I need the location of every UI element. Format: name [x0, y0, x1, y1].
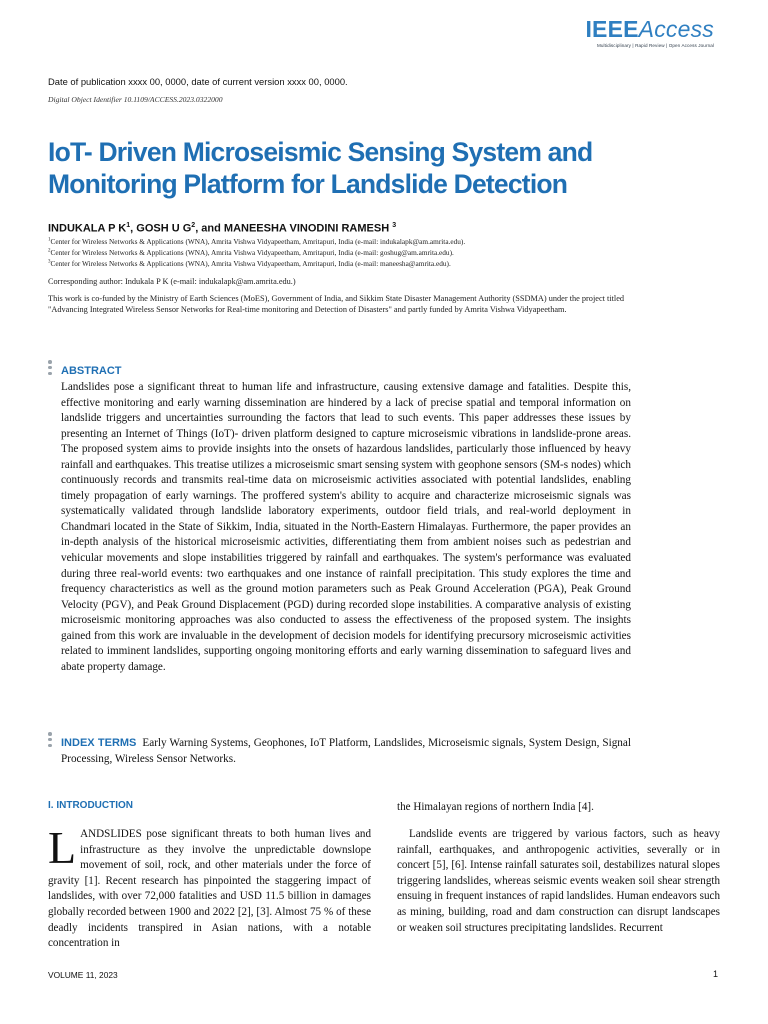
affiliation-sup: 1 — [48, 237, 51, 243]
footer-page-number: 1 — [712, 969, 718, 979]
affiliation-text: Center for Wireless Networks & Applications (WNA), Amrita Vishwa Vidyapeetham, Amritapuri, India (e-mail: indukalapk@am.amrita.edu). — [50, 237, 466, 246]
affiliation — [48, 259, 451, 268]
index-terms-heading: INDEX TERMS — [61, 737, 137, 749]
author-name: INDUKALA P K — [48, 222, 127, 235]
title-line-2: Monitoring Platform for Landslide Detection — [48, 169, 568, 199]
affiliation — [48, 248, 454, 257]
author-separator: , and — [195, 222, 224, 235]
corresponding-author: Corresponding author: Indukala P K (e-mail: indukalapk@am.amrita.edu.) — [48, 277, 296, 286]
author-sup: 2 — [191, 222, 196, 229]
index-terms — [61, 736, 631, 767]
affiliation-text: Center for Wireless Networks & Applications (WNA), Amrita Vishwa Vidyapeetham, Amritapuri, India (e-mail: goshug@am.amrita.edu). — [50, 248, 454, 257]
logo-access-text: Access — [638, 16, 714, 42]
author-name: GOSH U G — [136, 222, 192, 235]
author-sup: 1 — [126, 222, 131, 229]
logo-ieee-text: IEEE — [585, 16, 639, 42]
author-separator: , — [130, 222, 137, 235]
affiliation-text: Center for Wireless Networks & Applications (WNA), Amrita Vishwa Vidyapeetham, Amritapuri, India (e-mail: maneesha@amrita.edu). — [50, 259, 451, 268]
intro-right-paragraph-2: Landslide events are triggered by various factors, such as heavy rainfall, earthquakes, and anthropogenic activities, severally or in concert [5], [6]. Intense rainfall saturates soil, destabilizes natural slopes triggering landslides, whereas seismic events weaken soil shear strength ensuing in frequent instances of rapid landslides. Human endeavors such as mining, building, road and dam construction can disrupt landscapes or weaken soil structures precipitating landslides. Recurrent — [397, 828, 720, 934]
author-sup: 3 — [392, 222, 397, 229]
section-heading-introduction: I. INTRODUCTION — [48, 800, 133, 811]
abstract-marker-icon — [48, 360, 53, 377]
author-name: MANEESHA VINODINI RAMESH — [223, 222, 390, 235]
affiliation-sup: 3 — [48, 259, 51, 265]
intro-left-text: ANDSLIDES pose significant threats to both human lives and infrastructure as they involve the unpredictable downslope movement of soil, rock, and other materials under the force of gravity [1]. Recent research has pinpointed the staggering impact of landslides, with over 72,000 fatalities and USD 11.5 billion in damages globally recorded between 1900 and 2022 [2], [3]. Almost 75 % of these deadly incidents transpired in Asian nations, with a notable concentration in — [48, 828, 371, 950]
logo-tagline: Multidisciplinary | Rapid Review | Open Access Journal — [596, 43, 714, 48]
affiliation — [48, 237, 465, 246]
index-terms-marker-icon — [48, 732, 53, 749]
footer-volume: VOLUME 11, 2023 — [48, 970, 118, 980]
author-list — [48, 222, 396, 235]
intro-left-paragraph — [48, 822, 371, 952]
title-line-1: IoT- Driven Microseismic Sensing System and — [48, 137, 593, 167]
ieee-access-logo — [585, 16, 714, 48]
index-terms-body: Early Warning Systems, Geophones, IoT Platform, Landslides, Microseismic signals, System Design, Signal Processing, Wireless Sensor Networks. — [61, 737, 631, 765]
doi: Digital Object Identifier 10.1109/ACCESS.2023.0322000 — [48, 95, 223, 104]
publication-date: Date of publication xxxx 00, 0000, date of current version xxxx 00, 0000. — [48, 76, 348, 87]
intro-right-paragraph-1: the Himalayan regions of northern India [4]. — [397, 801, 594, 813]
affiliation-sup: 2 — [48, 248, 51, 254]
funding-note: This work is co-funded by the Ministry of Earth Sciences (MoES), Government of India, and Sikkim State Disaster Management Authority (SSDMA) under the project titled "Advancing Integrated Wireless Sensor Networks for Real-time monitoring and Detection of Disasters" and partly funded by Amrita Vishwa Vidyapeetham. — [48, 294, 625, 314]
abstract-heading: ABSTRACT — [61, 365, 122, 377]
paper-title — [48, 136, 728, 200]
abstract-body: Landslides pose a significant threat to human life and infrastructure, causing extensive damage and fatalities. Despite this, effective monitoring and early warning dissemination are hindered by a lack of precise spatial and temporal information on landslide triggers and uncertainties surrounding the factors that lead to such events. This paper addresses these issues by presenting an Internet of Things (IoT)- driven platform designed to capture microseismic vibrations in landslide-prone areas. The proposed system aims to provide insights into the onsets of hazardous landslides, particularly those influenced by heavy rainfall and earthquakes. This treatise utilizes a microseismic smart sensing system with geophone sensors (SM-s nodes) which continuously records and transmits real-time data on microseismic activities associated with potential landslides, enabling timely propagation of early warnings. The proffered system's ability to acquire and characterize microseismic signals was systematically validated through landslide laboratory experiments, outdoor field trials, and real-world deployment in Chandmari located in the State of Sikkim, India, situated in the North-Eastern Himalayas. Furthermore, the paper provides an in-depth analysis of the historical microseismic activities, differentiating them from ambient noises such as pedestrian and vehicular movements and slope instabilities triggered by rainfall and earthquakes. The system's performance was evaluated during three real-world events: two earthquakes and one instance of rainfall precipitation. This study explores the time and frequency characteristics as well as the ground motion parameters such as Peak Ground Acceleration (PGA), Peak Ground Velocity (PGV), and Peak Ground Displacement (PGD) during recorded slope instabilities. A comparative analysis of existing microseismic monitoring approaches was also conducted to assess the effectiveness of the proposed system. The insights gained from this work are invaluable in the development of decision models for identifying precursory microseismic activities related to imminent landslides, supporting ongoing monitoring efforts and early warning dissemination to safeguard lives and abate property damage. — [61, 381, 631, 673]
dropcap-letter: L — [48, 822, 77, 873]
